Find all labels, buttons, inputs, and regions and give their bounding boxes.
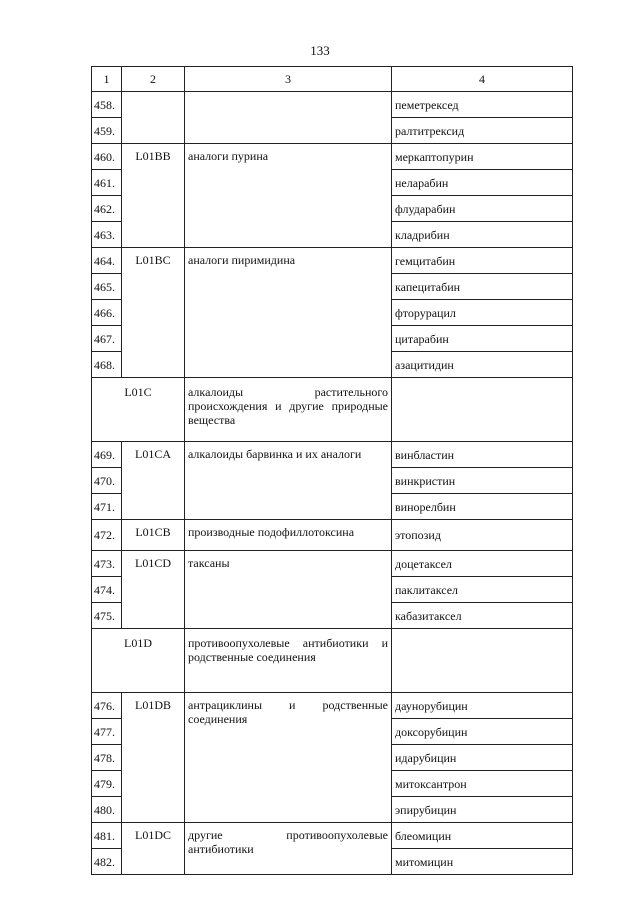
group-code: L01D bbox=[92, 629, 185, 693]
group-description bbox=[185, 92, 392, 144]
drug-name: цитарабин bbox=[392, 326, 573, 352]
group-description: алкалоиды барвинка и их аналоги bbox=[185, 442, 392, 520]
drug-name: меркаптопурин bbox=[392, 144, 573, 170]
row-number: 461. bbox=[92, 170, 122, 196]
group-description: другие противоопухолевые антибиотики bbox=[185, 823, 392, 875]
row-number: 472. bbox=[92, 520, 122, 551]
atc-code: L01CD bbox=[122, 551, 185, 629]
row-number: 476. bbox=[92, 693, 122, 719]
drug-name: неларабин bbox=[392, 170, 573, 196]
row-number: 481. bbox=[92, 823, 122, 849]
drug-name: винорелбин bbox=[392, 494, 573, 520]
row-number: 478. bbox=[92, 745, 122, 771]
group-description: производные подофиллотоксина bbox=[185, 520, 392, 551]
row-number: 464. bbox=[92, 248, 122, 274]
row-number: 468. bbox=[92, 352, 122, 378]
atc-code: L01BC bbox=[122, 248, 185, 378]
group-row bbox=[92, 378, 573, 442]
atc-code: L01CB bbox=[122, 520, 185, 551]
atc-code bbox=[122, 92, 185, 144]
drug-name: гемцитабин bbox=[392, 248, 573, 274]
header-cell: 2 bbox=[122, 67, 185, 92]
table-row bbox=[92, 551, 573, 577]
drug-name: эпирубицин bbox=[392, 797, 573, 823]
row-number: 460. bbox=[92, 144, 122, 170]
drug-name: доцетаксел bbox=[392, 551, 573, 577]
row-number: 471. bbox=[92, 494, 122, 520]
group-drug-empty bbox=[392, 378, 573, 442]
drug-name: винбластин bbox=[392, 442, 573, 468]
group-name: противоопухолевые антибиотики и родственные соединения bbox=[185, 629, 392, 693]
row-number: 467. bbox=[92, 326, 122, 352]
row-number: 477. bbox=[92, 719, 122, 745]
row-number: 480. bbox=[92, 797, 122, 823]
group-description: аналоги пиримидина bbox=[185, 248, 392, 378]
group-description: антрациклины и родственные соединения bbox=[185, 693, 392, 823]
atc-code: L01DB bbox=[122, 693, 185, 823]
group-row bbox=[92, 629, 573, 693]
group-name: алкалоиды растительного происхождения и другие природные вещества bbox=[185, 378, 392, 442]
drug-name: кабазитаксел bbox=[392, 603, 573, 629]
row-number: 473. bbox=[92, 551, 122, 577]
drug-name: этопозид bbox=[392, 520, 573, 551]
drug-name: флударабин bbox=[392, 196, 573, 222]
row-number: 479. bbox=[92, 771, 122, 797]
drug-name: азацитидин bbox=[392, 352, 573, 378]
drug-name: паклитаксел bbox=[392, 577, 573, 603]
group-description: таксаны bbox=[185, 551, 392, 629]
header-cell: 1 bbox=[92, 67, 122, 92]
drug-name: фторурацил bbox=[392, 300, 573, 326]
atc-code: L01DC bbox=[122, 823, 185, 875]
drug-name: кладрибин bbox=[392, 222, 573, 248]
drug-name: винкристин bbox=[392, 468, 573, 494]
row-number: 465. bbox=[92, 274, 122, 300]
row-number: 462. bbox=[92, 196, 122, 222]
header-cell: 3 bbox=[185, 67, 392, 92]
drug-classification-table bbox=[91, 66, 573, 875]
drug-name: ралтитрексид bbox=[392, 118, 573, 144]
drug-name: митоксантрон bbox=[392, 771, 573, 797]
atc-code: L01CA bbox=[122, 442, 185, 520]
table-row bbox=[92, 248, 573, 274]
atc-code: L01BB bbox=[122, 144, 185, 248]
table-header-row bbox=[92, 67, 573, 92]
drug-name: блеомицин bbox=[392, 823, 573, 849]
row-number: 475. bbox=[92, 603, 122, 629]
row-number: 463. bbox=[92, 222, 122, 248]
row-number: 470. bbox=[92, 468, 122, 494]
table-row bbox=[92, 823, 573, 849]
table-row bbox=[92, 92, 573, 118]
table-row bbox=[92, 520, 573, 551]
table-row bbox=[92, 144, 573, 170]
group-description: аналоги пурина bbox=[185, 144, 392, 248]
group-code: L01C bbox=[92, 378, 185, 442]
row-number: 466. bbox=[92, 300, 122, 326]
header-cell: 4 bbox=[392, 67, 573, 92]
table-row bbox=[92, 693, 573, 719]
page-number: 133 bbox=[310, 43, 330, 58]
table-row bbox=[92, 442, 573, 468]
group-drug-empty bbox=[392, 629, 573, 693]
row-number: 458. bbox=[92, 92, 122, 118]
row-number: 482. bbox=[92, 849, 122, 875]
row-number: 474. bbox=[92, 577, 122, 603]
drug-name: даунорубицин bbox=[392, 693, 573, 719]
drug-name: идарубицин bbox=[392, 745, 573, 771]
row-number: 469. bbox=[92, 442, 122, 468]
drug-name: пеметрексед bbox=[392, 92, 573, 118]
drug-name: доксорубицин bbox=[392, 719, 573, 745]
row-number: 459. bbox=[92, 118, 122, 144]
drug-name: капецитабин bbox=[392, 274, 573, 300]
drug-name: митомицин bbox=[392, 849, 573, 875]
